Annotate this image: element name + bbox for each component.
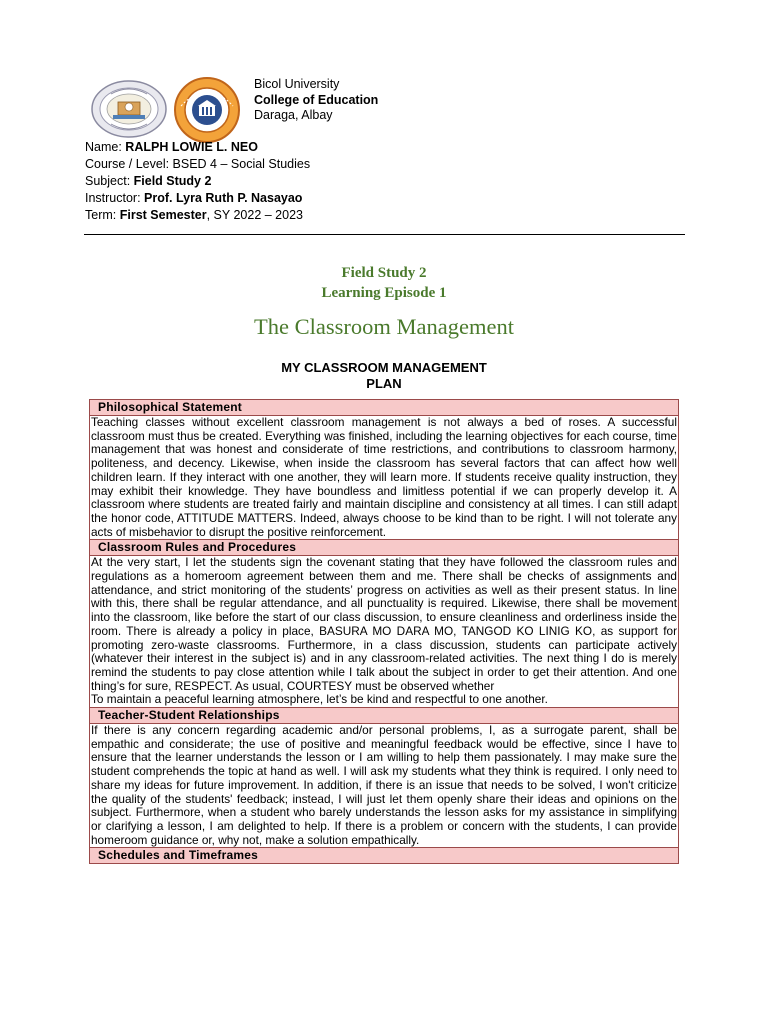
section-header-row [90,848,679,864]
university-header [254,77,378,124]
section-heading: Classroom Rules and Procedures [90,540,679,556]
section-body [90,724,679,848]
college-name: College of Education [254,92,379,107]
plan-heading [0,360,768,392]
section-header-row [90,708,679,724]
school-year: , SY 2022 – 2023 [206,208,303,222]
section-heading: Teacher-Student Relationships [90,708,679,724]
section-body [90,416,679,540]
field-study-title: Field Study 2 [341,265,427,281]
section-paragraph: To maintain a peaceful learning atmosphere, let’s be kind and respectful to one another. [91,692,548,707]
episode-title: Learning Episode 1 [321,285,447,301]
name-row [85,139,310,156]
college-of-education-seal [173,76,241,144]
subject-value: Field Study 2 [133,174,212,188]
document-title: The Classroom Management [254,314,514,339]
instructor-row [85,190,310,207]
section-heading: Philosophical Statement [90,400,679,416]
term-value: First Semester [119,208,207,222]
bicol-university-seal [91,80,167,138]
subject-label: Subject: [85,174,134,188]
plan-heading-line-2: PLAN [366,376,402,391]
management-plan-table [89,399,679,864]
term-row [85,207,310,224]
instructor-label: Instructor: [85,191,145,205]
section-header-row [90,400,679,416]
section-paragraph: Teaching classes without excellent classroom management is not always a bed of roses. A successful classroom must thus be created. Everything was finished, including the learning objectives for each course, time management that was honest and considerate of time restrictions, and contributions to classroom harmony, politeness, and decency. Likewise, when inside the classroom has several factors that can affect how well children learn. If they interact with one another, they will learn more. If students receive quality instruction, they may exhibit their knowledge. They have boundless and limitless potential if we can properly develop it. A classroom where students are treated fairly and maintain discipline and consistency at all times. I can still adapt the honor code, ATTITUDE MATTERS. Indeed, always choose to be kind than to be right. I will not tolerate any acts of misbehavior to disrupt the positive reinforcement. [91,415,677,539]
name-label: Name: [85,140,126,154]
section-body-row [90,416,679,540]
section-body-row [90,724,679,848]
instructor-name: Prof. Lyra Ruth P. Nasayao [144,191,303,205]
student-name: RALPH LOWIE L. NEO [125,140,258,154]
plan-heading-line-1: MY CLASSROOM MANAGEMENT [281,360,487,375]
subject-row [85,173,310,190]
section-body-row [90,556,679,708]
course-row [85,156,310,173]
course-level: Course / Level: BSED 4 – Social Studies [85,157,311,171]
header-divider [84,234,685,235]
section-header-row [90,540,679,556]
student-info [85,139,310,224]
campus-location: Daraga, Albay [254,108,333,122]
university-name: Bicol University [254,77,340,91]
section-paragraph: If there is any concern regarding academic and/or personal problems, I, as a surrogate parent, shall be empathic and considerate; the use of positive and meaningful feedback would be effective, since I have to ensure that the learner understands the lesson or I am willing to help them passionately. I may make sure the student comprehends the topic at hand as well. I will ask my students what they think is required. I only need to share my ideas for future improvement. In addition, if there is an issue that needs to be solved, I won't criticize the quality of the students' feedback; instead, I will just let them openly share their ideas and opinions on the subject. Furthermore, when a student who barely understands the lesson asks for my assistance in simplifying or clarifying a lesson, I am delighted to help. If there is a problem or concern with the students, I can provide homeroom guidance or, why not, make a solution empathically. [91,723,677,847]
section-paragraph: At the very start, I let the students sign the covenant stating that they have followed the classroom rules and regulations as a homeroom agreement between them and me. There shall be checks of assignments and attendance, and strict monitoring of the students’ progress on activities as well as their present status. In line with this, there shall be regular attendance, and all punctuality is required. Likewise, there shall be movement into the classroom, like before the start of our class discussion, to ensure cleanliness and orderliness inside the room. There is already a policy in place, BASURA MO DARA MO, TANGOD KO LINIG KO, as support for promoting zero-waste classrooms. Furthermore, in a class discussion, students can participate actively (whatever their interest in the subject is) and in any classroom-related activities. The next thing I do is merely remind the students to pay close attention while I talk about the subject in order to get their attention. And one thing’s for sure, RESPECT. As usual, COURTESY must be observed whether [91,555,677,693]
section-heading: Schedules and Timeframes [90,848,679,864]
section-body [90,556,679,708]
term-label: Term: [85,208,120,222]
